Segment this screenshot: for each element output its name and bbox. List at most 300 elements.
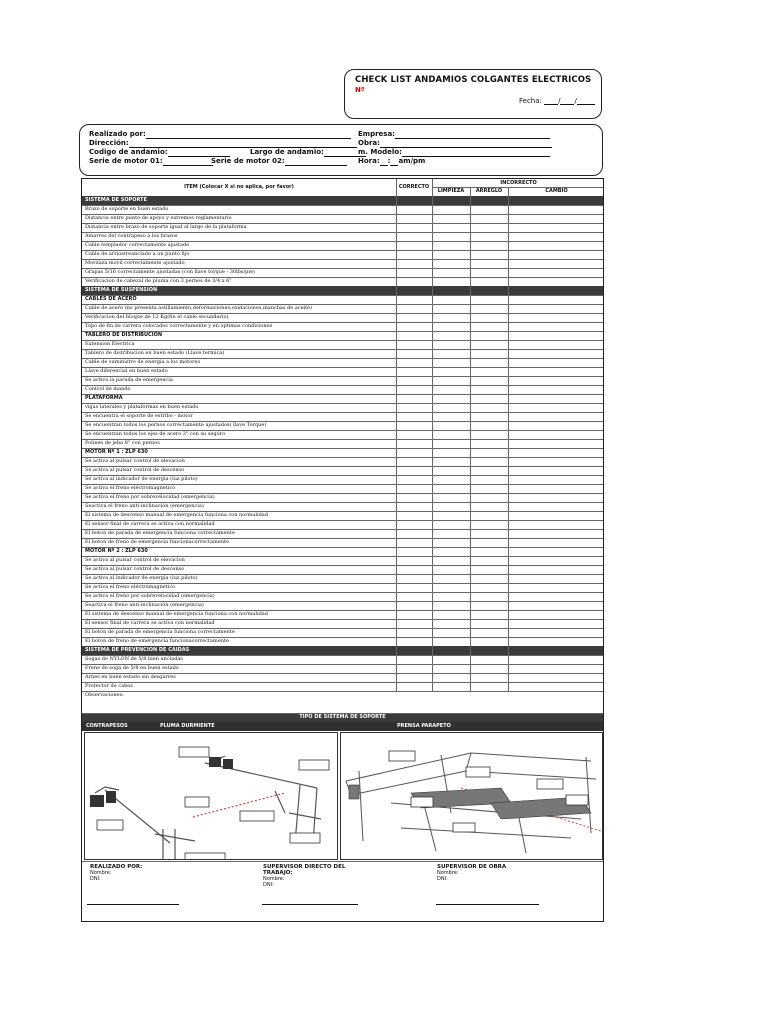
correcto-cell[interactable]	[396, 655, 432, 664]
cambio-cell[interactable]	[508, 403, 603, 412]
correcto-cell[interactable]	[396, 340, 432, 349]
limpieza-cell[interactable]	[432, 430, 470, 439]
correcto-cell[interactable]	[396, 556, 432, 565]
hora-field[interactable]	[358, 157, 425, 166]
limpieza-cell[interactable]	[432, 601, 470, 610]
checklist-item: Se activa la parada de emergencia	[85, 377, 173, 383]
checklist-item: Extension Electrica	[85, 341, 135, 347]
limpieza-cell[interactable]	[432, 673, 470, 682]
cambio-header: CAMBIO	[545, 188, 568, 194]
checklist-item: Se activa al indicador de energia (luz piloto)	[85, 575, 198, 581]
arreglo-cell[interactable]	[470, 403, 508, 412]
checklist-item: El boton de parada de emergencia funciona correctamente	[85, 629, 235, 635]
section-header: SISTEMA DE SOPORTE	[82, 196, 603, 205]
limpieza-cell[interactable]	[432, 565, 470, 574]
arreglo-cell[interactable]	[470, 673, 508, 682]
correcto-cell[interactable]	[396, 403, 432, 412]
checklist-item: Distancia entre brazo de soporte igual al largo de la plataforma	[85, 224, 247, 230]
arreglo-cell[interactable]	[470, 484, 508, 493]
limpieza-cell[interactable]	[432, 529, 470, 538]
cambio-cell[interactable]	[508, 601, 603, 610]
limpieza-cell[interactable]	[432, 277, 470, 286]
cambio-cell[interactable]	[508, 232, 603, 241]
arreglo-cell[interactable]	[470, 412, 508, 421]
cambio-cell[interactable]	[508, 241, 603, 250]
limpieza-cell[interactable]	[432, 358, 470, 367]
cambio-cell[interactable]	[508, 394, 603, 403]
checklist-item: El sistema de descenso manual de emergencia funciona con normalidad	[85, 512, 268, 518]
cambio-cell[interactable]	[508, 583, 603, 592]
signature-line-supervisor-directo[interactable]	[262, 904, 358, 905]
subsection-header: MOTOR Nº 2 : ZLP 630	[85, 548, 148, 554]
limpieza-cell[interactable]	[432, 421, 470, 430]
correcto-cell[interactable]	[396, 619, 432, 628]
cambio-cell[interactable]	[508, 673, 603, 682]
largo-field[interactable]	[250, 148, 366, 157]
checklist-item: El sistema de descenso manual de emergencia funciona con normalidad	[85, 611, 268, 617]
limpieza-cell[interactable]	[432, 232, 470, 241]
document-number-label: Nº	[355, 86, 365, 94]
arreglo-cell[interactable]	[470, 205, 508, 214]
correcto-cell[interactable]	[396, 232, 432, 241]
limpieza-cell[interactable]	[432, 349, 470, 358]
signature-block-realizado	[90, 864, 142, 882]
checklist-item: Se activa el freno eléctromagnetico	[85, 584, 176, 590]
limpieza-cell[interactable]	[432, 205, 470, 214]
cambio-cell[interactable]	[508, 259, 603, 268]
limpieza-cell[interactable]	[432, 655, 470, 664]
realizado-label: Realizado por:	[89, 130, 146, 138]
correcto-cell[interactable]	[396, 520, 432, 529]
cambio-cell[interactable]	[508, 367, 603, 376]
arreglo-cell[interactable]	[470, 574, 508, 583]
limpieza-cell[interactable]	[432, 214, 470, 223]
checklist-item: Seactiva el freno anti-inclinación (emergencia)	[85, 602, 204, 608]
arreglo-cell[interactable]	[470, 502, 508, 511]
arreglo-cell[interactable]	[470, 250, 508, 259]
checklist-item: Cable de suministro de energia a los motores	[85, 359, 201, 365]
correcto-cell[interactable]	[396, 592, 432, 601]
arreglo-cell[interactable]	[470, 556, 508, 565]
realizado-field[interactable]	[89, 130, 351, 139]
checklist-item: Brazo de soporte en buen estado	[85, 206, 169, 212]
limpieza-cell[interactable]	[432, 295, 470, 304]
checklist-item: Se activa el freno eléctromagnetico	[85, 485, 176, 491]
cambio-cell[interactable]	[508, 655, 603, 664]
limpieza-cell[interactable]	[432, 637, 470, 646]
observaciones-row[interactable]	[82, 691, 603, 713]
checklist-item: El boton de freno de emergencia funcionacorrectamente	[85, 638, 229, 644]
limpieza-cell[interactable]	[432, 367, 470, 376]
correcto-cell[interactable]	[396, 502, 432, 511]
checklist-item: Se encuentra el soporte de estribo - motor	[85, 413, 193, 419]
correcto-cell[interactable]	[396, 484, 432, 493]
limpieza-cell[interactable]	[432, 394, 470, 403]
cambio-cell[interactable]	[508, 295, 603, 304]
cambio-cell[interactable]	[508, 619, 603, 628]
correcto-cell[interactable]	[396, 214, 432, 223]
limpieza-cell[interactable]	[432, 250, 470, 259]
cambio-cell[interactable]	[508, 376, 603, 385]
correcto-cell[interactable]	[396, 322, 432, 331]
arreglo-cell[interactable]	[470, 376, 508, 385]
cambio-cell[interactable]	[508, 385, 603, 394]
limpieza-cell[interactable]	[432, 259, 470, 268]
cambio-cell[interactable]	[508, 322, 603, 331]
correcto-cell[interactable]	[396, 367, 432, 376]
arreglo-cell[interactable]	[470, 475, 508, 484]
cambio-cell[interactable]	[508, 205, 603, 214]
obra-field[interactable]	[358, 139, 552, 148]
cambio-cell[interactable]	[508, 223, 603, 232]
arreglo-cell[interactable]	[470, 394, 508, 403]
limpieza-cell[interactable]	[432, 511, 470, 520]
serie2-label: Serie de motor 02:	[211, 157, 285, 165]
cambio-cell[interactable]	[508, 538, 603, 547]
section-header: SISTEMA DE SUSPENSION	[82, 286, 603, 295]
signature-line-supervisor-obra[interactable]	[436, 904, 539, 905]
serie1-field[interactable]	[89, 157, 213, 166]
correcto-cell[interactable]	[396, 385, 432, 394]
limpieza-cell[interactable]	[432, 520, 470, 529]
correcto-cell[interactable]	[396, 394, 432, 403]
cambio-cell[interactable]	[508, 313, 603, 322]
ampm-label: am/pm	[398, 157, 426, 165]
obra-label: Obra:	[358, 139, 380, 147]
correcto-cell[interactable]	[396, 205, 432, 214]
correcto-cell[interactable]	[396, 475, 432, 484]
cambio-cell[interactable]	[508, 682, 603, 691]
arreglo-cell[interactable]	[470, 655, 508, 664]
arreglo-cell[interactable]	[470, 223, 508, 232]
arreglo-cell[interactable]	[470, 268, 508, 277]
correcto-cell[interactable]	[396, 610, 432, 619]
correcto-cell[interactable]	[396, 277, 432, 286]
cambio-cell[interactable]	[508, 340, 603, 349]
cambio-cell[interactable]	[508, 439, 603, 448]
checklist-item: El sensor final de carrera se activa con normalidad	[85, 620, 215, 626]
arreglo-cell[interactable]	[470, 637, 508, 646]
cambio-cell[interactable]	[508, 628, 603, 637]
nombre-label: Nombre:	[263, 876, 285, 882]
cambio-cell[interactable]	[508, 250, 603, 259]
checklist-item: Cable templador correctamente ajustado	[85, 242, 190, 248]
cambio-cell[interactable]	[508, 565, 603, 574]
arreglo-cell[interactable]	[470, 304, 508, 313]
limpieza-cell[interactable]	[432, 322, 470, 331]
cambio-cell[interactable]	[508, 268, 603, 277]
empresa-field[interactable]	[358, 130, 550, 139]
cambio-cell[interactable]	[508, 421, 603, 430]
arreglo-cell[interactable]	[470, 232, 508, 241]
codigo-field[interactable]	[89, 148, 230, 157]
arreglo-cell[interactable]	[470, 601, 508, 610]
arreglo-cell[interactable]	[470, 682, 508, 691]
checklist-item: Freno de soga de 5/8 en buen estado	[85, 665, 179, 671]
checklist-item: Verificacion de cabezal de pluma con 3 pernos de 3/4 x 6"	[85, 278, 232, 284]
section-header: SISTEMA DE PREVENCION DE CAIDAS	[82, 646, 603, 655]
limpieza-cell[interactable]	[432, 331, 470, 340]
cambio-cell[interactable]	[508, 466, 603, 475]
limpieza-cell[interactable]	[432, 457, 470, 466]
arreglo-cell[interactable]	[470, 340, 508, 349]
checklist-item: Llave diferencial en buen estado	[85, 368, 168, 374]
correcto-cell[interactable]	[396, 583, 432, 592]
correcto-cell[interactable]	[396, 259, 432, 268]
correcto-cell[interactable]	[396, 628, 432, 637]
contrapesos-label: CONTRAPESOS	[86, 723, 128, 729]
correcto-cell[interactable]	[396, 349, 432, 358]
arreglo-cell[interactable]	[470, 583, 508, 592]
correcto-cell[interactable]	[396, 448, 432, 457]
correcto-cell[interactable]	[396, 574, 432, 583]
limpieza-cell[interactable]	[432, 412, 470, 421]
cambio-cell[interactable]	[508, 277, 603, 286]
arreglo-cell[interactable]	[470, 592, 508, 601]
cambio-cell[interactable]	[508, 430, 603, 439]
cambio-cell[interactable]	[508, 637, 603, 646]
limpieza-cell[interactable]	[432, 610, 470, 619]
checklist-item: Control de mando	[85, 386, 131, 392]
parapet-clamp-illustration	[341, 733, 603, 860]
arreglo-cell[interactable]	[470, 313, 508, 322]
limpieza-cell[interactable]	[432, 385, 470, 394]
limpieza-cell[interactable]	[432, 403, 470, 412]
correcto-cell[interactable]	[396, 547, 432, 556]
arreglo-cell[interactable]	[470, 619, 508, 628]
cambio-cell[interactable]	[508, 556, 603, 565]
arreglo-cell[interactable]	[470, 421, 508, 430]
cambio-cell[interactable]	[508, 529, 603, 538]
limpieza-cell[interactable]	[432, 682, 470, 691]
arreglo-cell[interactable]	[470, 277, 508, 286]
arreglo-cell[interactable]	[470, 214, 508, 223]
checklist-item: Cable de arriostreanclado a un punto fijo	[85, 251, 190, 257]
arreglo-cell[interactable]	[470, 358, 508, 367]
checklist-item: Se encuentran todos los pernos correctamente ajustados( llave Torque)	[85, 422, 267, 428]
correcto-cell[interactable]	[396, 457, 432, 466]
limpieza-cell[interactable]	[432, 475, 470, 484]
checklist-item: Se encuentran todos los ejes de acero 3" con su seguro	[85, 431, 226, 437]
limpieza-cell[interactable]	[432, 619, 470, 628]
correcto-cell[interactable]	[396, 673, 432, 682]
date-field[interactable]: Fecha: / /	[519, 97, 595, 105]
correcto-cell[interactable]	[396, 358, 432, 367]
limpieza-cell[interactable]	[432, 439, 470, 448]
arreglo-cell[interactable]	[470, 466, 508, 475]
cambio-cell[interactable]	[508, 484, 603, 493]
subsection-header: CABLES DE ACERO	[85, 296, 137, 302]
arreglo-cell[interactable]	[470, 295, 508, 304]
limpieza-cell[interactable]	[432, 448, 470, 457]
arreglo-cell[interactable]	[470, 538, 508, 547]
observaciones-label: Observaciones:	[85, 692, 124, 698]
limpieza-cell[interactable]	[432, 466, 470, 475]
checklist-item: Verificacion del bloque de 12 Kg(fin el cable secundario)	[85, 314, 229, 320]
dni-label: DNI:	[263, 882, 274, 888]
date-label: Fecha:	[519, 97, 542, 105]
correcto-cell[interactable]	[396, 664, 432, 673]
subsection-header: PLATAFORMA	[85, 395, 123, 401]
cambio-cell[interactable]	[508, 511, 603, 520]
title-box	[344, 69, 602, 119]
limpieza-cell[interactable]	[432, 574, 470, 583]
limpieza-cell[interactable]	[432, 268, 470, 277]
limpieza-cell[interactable]	[432, 664, 470, 673]
correcto-cell[interactable]	[396, 223, 432, 232]
checklist-item: Se activa al pulsar control de elevacion	[85, 557, 185, 563]
limpieza-cell[interactable]	[432, 628, 470, 637]
subsection-header: TABLERO DE DISTRIBUCION	[85, 332, 163, 338]
nombre-label: Nombre:	[90, 870, 112, 876]
serie2-field[interactable]	[211, 157, 347, 166]
info-box	[79, 124, 603, 176]
limpieza-cell[interactable]	[432, 502, 470, 511]
item-header: ITEM (Colocar X si no aplica, por favor)	[184, 184, 294, 190]
limpieza-cell[interactable]	[432, 556, 470, 565]
cambio-cell[interactable]	[508, 493, 603, 502]
arreglo-cell[interactable]	[470, 430, 508, 439]
limpieza-cell[interactable]	[432, 340, 470, 349]
arreglo-cell[interactable]	[470, 610, 508, 619]
support-section-title: TIPO DE SISTEMA DE SOPORTE	[82, 713, 603, 722]
correcto-cell[interactable]	[396, 637, 432, 646]
checklist-item: Cable de acero (no presenta astillamiento,deformaciones,oxidaciones,manchas de aceite)	[85, 305, 313, 311]
arreglo-cell[interactable]	[470, 628, 508, 637]
checklist-table	[81, 178, 604, 922]
empresa-label: Empresa:	[358, 130, 395, 138]
arreglo-cell[interactable]	[470, 259, 508, 268]
correcto-cell[interactable]	[396, 304, 432, 313]
limpieza-cell[interactable]	[432, 493, 470, 502]
signature-block-supervisor-directo	[263, 864, 363, 888]
checklist-item: Topo de fin de carrera colocados correctamente y en optimas condiciones	[85, 323, 273, 329]
correcto-cell[interactable]	[396, 439, 432, 448]
correcto-cell[interactable]	[396, 565, 432, 574]
supervisor-obra-title: SUPERVISOR DE OBRA	[437, 864, 507, 870]
cambio-cell[interactable]	[508, 475, 603, 484]
limpieza-cell[interactable]	[432, 241, 470, 250]
codigo-label: Codigo de andamio:	[89, 148, 168, 156]
checklist-item: Amarres del contrapeso a los brazos	[85, 233, 178, 239]
correcto-cell[interactable]	[396, 538, 432, 547]
supervisor-directo-title: SUPERVISOR DIRECTO DEL TRABAJO:	[263, 864, 346, 876]
cambio-cell[interactable]	[508, 502, 603, 511]
arreglo-cell[interactable]	[470, 565, 508, 574]
direccion-field[interactable]	[89, 139, 357, 148]
correcto-cell[interactable]	[396, 412, 432, 421]
cambio-cell[interactable]	[508, 358, 603, 367]
arreglo-cell[interactable]	[470, 241, 508, 250]
realizado-title: REALIZADO POR:	[90, 864, 143, 870]
checklist-item: vigas laterales y plataformas en buen estado	[85, 404, 199, 410]
cambio-cell[interactable]	[508, 610, 603, 619]
correcto-cell[interactable]	[396, 682, 432, 691]
correcto-cell[interactable]	[396, 250, 432, 259]
limpieza-cell[interactable]	[432, 583, 470, 592]
dni-label: DNI:	[437, 876, 448, 882]
arreglo-cell[interactable]	[470, 448, 508, 457]
cambio-cell[interactable]	[508, 331, 603, 340]
arreglo-cell[interactable]	[470, 457, 508, 466]
correcto-cell[interactable]	[396, 493, 432, 502]
checklist-item: Protector de cabos	[85, 683, 133, 689]
document-title: CHECK LIST ANDAMIOS COLGANTES ELECTRICOS	[355, 75, 592, 85]
dni-label: DNI:	[90, 876, 101, 882]
checklist-item: Se activa el freno por sobrevelocidad (emergencia)	[85, 593, 215, 599]
correcto-cell[interactable]	[396, 295, 432, 304]
limpieza-cell[interactable]	[432, 223, 470, 232]
limpieza-cell[interactable]	[432, 304, 470, 313]
correcto-cell[interactable]	[396, 511, 432, 520]
limpieza-cell[interactable]	[432, 592, 470, 601]
limpieza-cell[interactable]	[432, 376, 470, 385]
limpieza-cell[interactable]	[432, 547, 470, 556]
arreglo-cell[interactable]	[470, 439, 508, 448]
cambio-cell[interactable]	[508, 547, 603, 556]
correcto-cell[interactable]	[396, 313, 432, 322]
correcto-cell[interactable]	[396, 601, 432, 610]
cambio-cell[interactable]	[508, 664, 603, 673]
cambio-cell[interactable]	[508, 457, 603, 466]
limpieza-cell[interactable]	[432, 538, 470, 547]
cambio-cell[interactable]	[508, 592, 603, 601]
cambio-cell[interactable]	[508, 214, 603, 223]
cambio-cell[interactable]	[508, 349, 603, 358]
limpieza-cell[interactable]	[432, 484, 470, 493]
correcto-cell[interactable]	[396, 466, 432, 475]
arreglo-header: ARREGLO	[475, 188, 503, 194]
arreglo-cell[interactable]	[470, 511, 508, 520]
correcto-cell[interactable]	[396, 241, 432, 250]
correcto-cell[interactable]	[396, 376, 432, 385]
signature-line-realizado[interactable]	[87, 904, 179, 905]
arreglo-cell[interactable]	[470, 331, 508, 340]
checklist-item: Se activa al indicador de energia (luz piloto)	[85, 476, 198, 482]
subsection-header: MOTOR Nº 1 : ZLP 630	[85, 449, 148, 455]
correcto-cell[interactable]	[396, 268, 432, 277]
incorrecto-header: INCORRECTO	[500, 180, 537, 186]
arreglo-cell[interactable]	[470, 322, 508, 331]
arreglo-cell[interactable]	[470, 493, 508, 502]
nombre-label: Nombre:	[437, 870, 459, 876]
limpieza-cell[interactable]	[432, 313, 470, 322]
arreglo-cell[interactable]	[470, 547, 508, 556]
counterweight-scaffold-illustration	[85, 733, 338, 860]
arreglo-cell[interactable]	[470, 664, 508, 673]
cambio-cell[interactable]	[508, 574, 603, 583]
checklist-item: Sogas de NYLON de 5/8 bien ancladas	[85, 656, 183, 662]
cambio-cell[interactable]	[508, 412, 603, 421]
correcto-cell[interactable]	[396, 529, 432, 538]
correcto-cell[interactable]	[396, 331, 432, 340]
cambio-cell[interactable]	[508, 448, 603, 457]
hora-separator: :	[387, 157, 391, 165]
checklist-item: Se activa el freno por sobrevelocidad (emergencia)	[85, 494, 215, 500]
checklist-item: Mordaza movil correctamente ajustado	[85, 260, 185, 266]
arreglo-cell[interactable]	[470, 367, 508, 376]
cambio-cell[interactable]	[508, 520, 603, 529]
modelo-field[interactable]	[358, 148, 550, 157]
cambio-cell[interactable]	[508, 304, 603, 313]
correcto-cell[interactable]	[396, 421, 432, 430]
arreglo-cell[interactable]	[470, 520, 508, 529]
arreglo-cell[interactable]	[470, 385, 508, 394]
correcto-cell[interactable]	[396, 430, 432, 439]
arreglo-cell[interactable]	[470, 529, 508, 538]
arreglo-cell[interactable]	[470, 349, 508, 358]
prensa-parapeto-diagram	[340, 732, 603, 860]
